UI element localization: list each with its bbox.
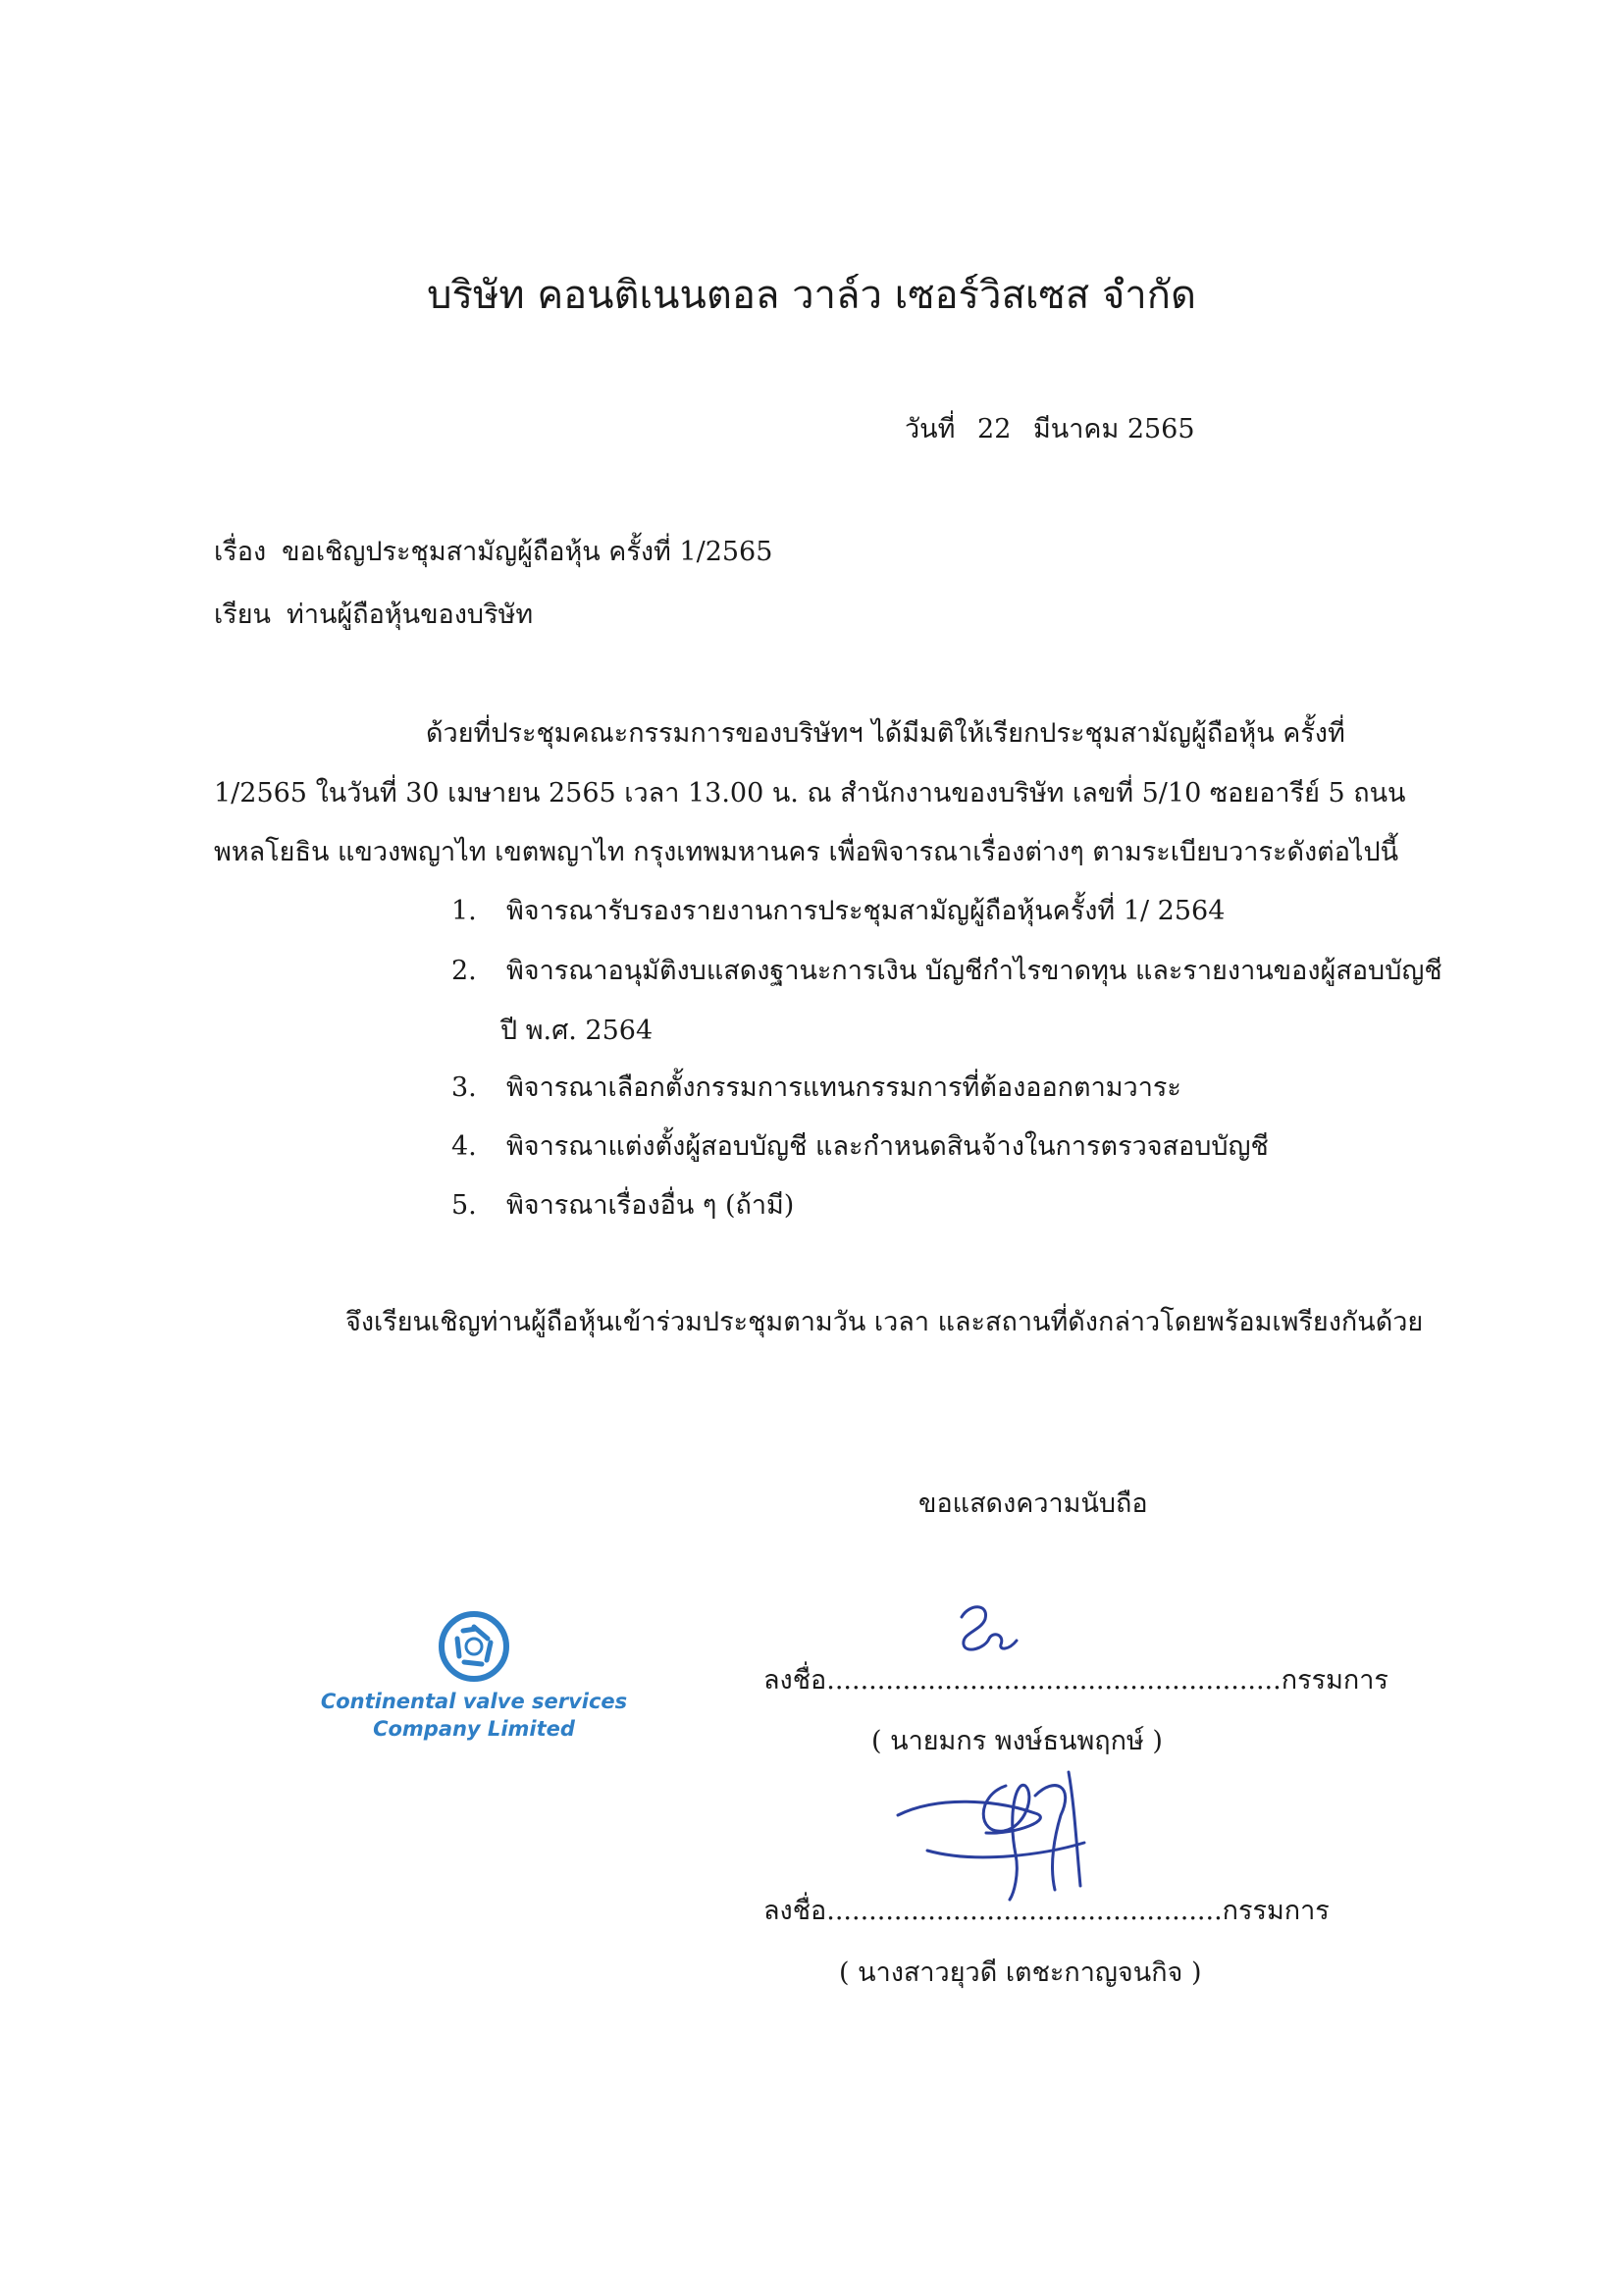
agenda-number: 4. bbox=[451, 1131, 477, 1162]
agenda-text: พิจารณารับรองรายงานการประชุมสามัญผู้ถือหุ้นครั้งที่ 1/ 2564 bbox=[506, 896, 1226, 926]
agenda-number: 1. bbox=[451, 896, 477, 926]
signature-1-mark bbox=[950, 1597, 1038, 1666]
salutation-label: เรียน bbox=[214, 600, 272, 630]
agenda-text: พิจารณาเรื่องอื่น ๆ (ถ้ามี) bbox=[506, 1190, 795, 1221]
signer-name-2: ( นางสาวยุวดี เตชะกาญจนกิจ ) bbox=[839, 1957, 1202, 1988]
agenda-item bbox=[451, 1124, 1269, 1167]
signature-line-2: ลงชื่อ...............................................กรรมการ bbox=[763, 1896, 1330, 1926]
date-label: วันที่ bbox=[905, 414, 956, 444]
signature-2-mark bbox=[888, 1756, 1114, 1904]
subject-label: เรื่อง bbox=[214, 537, 267, 567]
date-month-year: มีนาคม 2565 bbox=[1032, 414, 1195, 444]
salutation-text: ท่านผู้ถือหุ้นของบริษัท bbox=[287, 600, 534, 630]
body-line-1: ด้วยที่ประชุมคณะกรรมการของบริษัทฯ ได้มีมติให้เรียกประชุมสามัญผู้ถือหุ้น ครั้งที่ bbox=[426, 718, 1345, 749]
signature-line-1: ลงชื่อ......................................................กรรมการ bbox=[763, 1665, 1388, 1696]
regards: ขอแสดงความนับถือ bbox=[918, 1488, 1148, 1519]
closing-sentence: จึงเรียนเชิญท่านผู้ถือหุ้นเข้าร่วมประชุมตามวัน เวลา และสถานที่ดังกล่าวโดยพร้อมเพรียงกันด้วย bbox=[345, 1307, 1424, 1337]
agenda-item-continuation: ปี พ.ศ. 2564 bbox=[500, 1016, 654, 1046]
agenda-text: พิจารณาเลือกตั้งกรรมการแทนกรรมการที่ต้องออกตามวาระ bbox=[506, 1072, 1181, 1103]
agenda-number: 2. bbox=[451, 956, 477, 986]
subject-text: ขอเชิญประชุมสามัญผู้ถือหุ้น ครั้งที่ 1/2565 bbox=[282, 537, 773, 567]
signer-name-1: ( นายมกร พงษ์ธนพฤกษ์ ) bbox=[871, 1726, 1163, 1756]
agenda-item bbox=[451, 889, 1225, 931]
letter-date bbox=[905, 407, 1195, 449]
date-day: 22 bbox=[977, 414, 1012, 444]
company-title: บริษัท คอนติเนนตอล วาล์ว เซอร์วิสเซส จำกัด bbox=[427, 273, 1196, 318]
salutation-line bbox=[214, 593, 533, 635]
logo-line-2: Company Limited bbox=[373, 1717, 575, 1741]
agenda-item bbox=[451, 1066, 1181, 1108]
company-logo bbox=[312, 1609, 636, 1743]
agenda-item bbox=[451, 1183, 794, 1226]
body-line-2: 1/2565 ในวันที่ 30 เมษายน 2565 เวลา 13.00 น. ณ สำนักงานของบริษัท เลขที่ 5/10 ซอยอารีย์ 5 ถนน bbox=[214, 778, 1406, 809]
agenda-text: พิจารณาอนุมัติงบแสดงฐานะการเงิน บัญชีกำไรขาดทุน และรายงานของผู้สอบบัญชี bbox=[506, 956, 1442, 986]
agenda-text: พิจารณาแต่งตั้งผู้สอบบัญชี และกำหนดสินจ้างในการตรวจสอบบัญชี bbox=[506, 1131, 1269, 1162]
body-line-3: พหลโยธิน แขวงพญาไท เขตพญาไท กรุงเทพมหานคร เพื่อพิจารณาเรื่องต่างๆ ตามระเบียบวาระดังต่อไปนี้ bbox=[214, 837, 1399, 867]
agenda-number: 3. bbox=[451, 1072, 477, 1103]
logo-line-1: Continental valve services bbox=[320, 1690, 628, 1713]
aperture-icon bbox=[437, 1609, 511, 1684]
subject-line bbox=[214, 530, 772, 572]
agenda-item bbox=[451, 949, 1442, 991]
agenda-number: 5. bbox=[451, 1190, 477, 1221]
